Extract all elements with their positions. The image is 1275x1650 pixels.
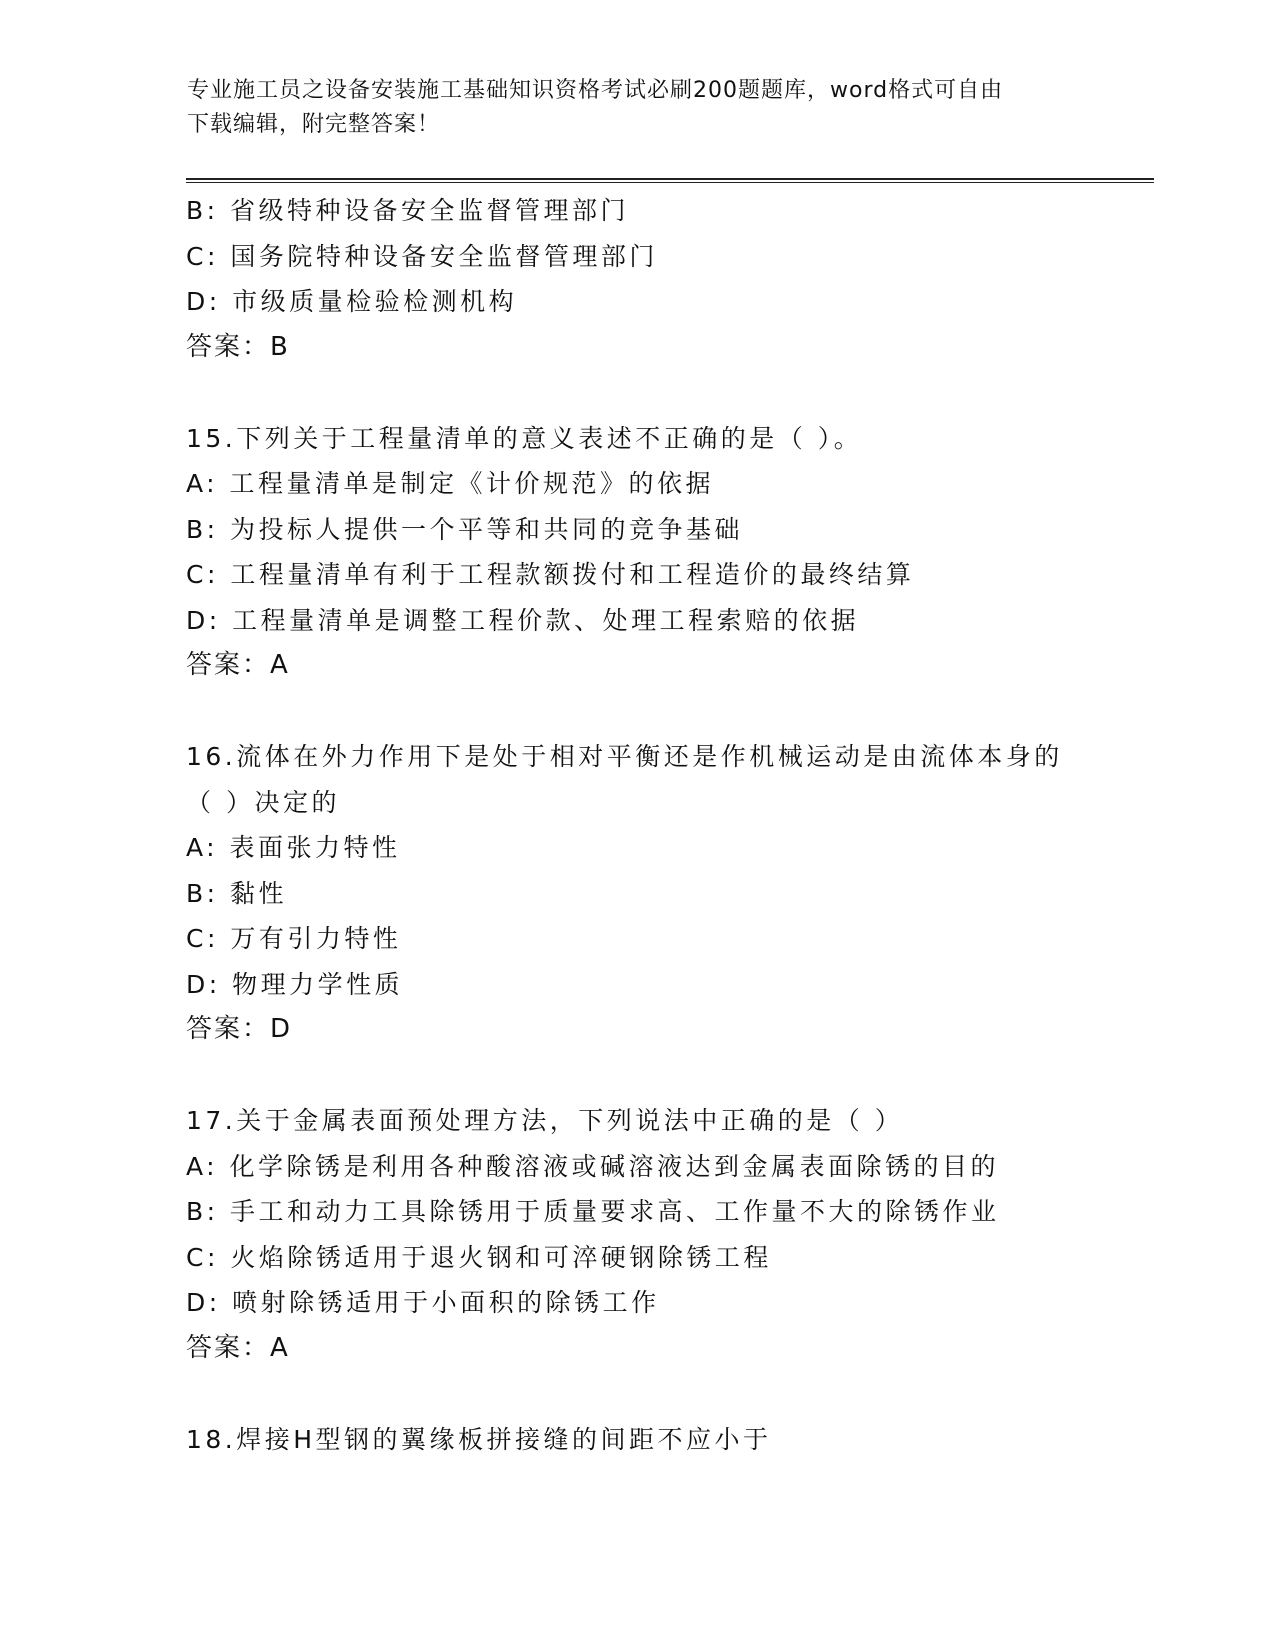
question-stem-continued: （ ）决定的 (186, 787, 340, 817)
question-18 (186, 1417, 1086, 1463)
option-d: D: 喷射除锈适用于小面积的除锈工作 (186, 1288, 660, 1317)
option-b: B: 黏性 (186, 878, 288, 908)
question-stem: 15.下列关于工程量清单的意义表述不正确的是（ ）。 (186, 423, 863, 453)
option-b: B: 省级特种设备安全监督管理部门 (186, 196, 630, 225)
spacer (186, 1371, 1086, 1417)
question-stem: 17.关于金属表面预处理方法，下列说法中正确的是（ ） (186, 1106, 904, 1135)
header-divider (186, 178, 1154, 183)
answer: 答案：A (186, 1332, 290, 1363)
option-a: A: 工程量清单是制定《计价规范》的依据 (186, 469, 715, 498)
answer: 答案：A (186, 650, 290, 680)
question-stem: 18.焊接H型钢的翼缘板拼接缝的间距不应小于 (186, 1424, 772, 1454)
spacer (186, 689, 1086, 735)
option-c: C: 国务院特种设备安全监督管理部门 (186, 241, 658, 271)
option-d: D: 物理力学性质 (186, 969, 404, 999)
option-c: C: 工程量清单有利于工程款额拨付和工程造价的最终结算 (186, 560, 915, 589)
question-list (186, 188, 1086, 1462)
header-line-2: 下载编辑，附完整答案！ (187, 112, 441, 137)
option-d: D: 市级质量检验检测机构 (186, 287, 518, 316)
option-c: C: 万有引力特性 (186, 924, 402, 953)
spacer (186, 1053, 1086, 1099)
spacer (186, 370, 1086, 416)
option-a: A: 表面张力特性 (186, 833, 401, 862)
answer: 答案：B (186, 331, 290, 362)
option-d: D: 工程量清单是调整工程价款、处理工程索赔的依据 (186, 605, 860, 635)
option-b: B: 为投标人提供一个平等和共同的竞争基础 (186, 514, 744, 544)
question-14 (186, 188, 1086, 370)
option-c: C: 火焰除锈适用于退火钢和可淬硬钢除锈工程 (186, 1242, 772, 1272)
option-b: B: 手工和动力工具除锈用于质量要求高、工作量不大的除锈作业 (186, 1197, 1000, 1226)
option-a: A: 化学除锈是利用各种酸溶液或碱溶液达到金属表面除锈的目的 (186, 1151, 1000, 1181)
question-16 (186, 734, 1086, 1053)
page-header (187, 74, 1067, 142)
question-stem: 16.流体在外力作用下是处于相对平衡还是作机械运动是由流体本身的 (186, 742, 1063, 771)
question-17 (186, 1098, 1086, 1371)
answer: 答案：D (186, 1014, 293, 1044)
header-line-1: 专业施工员之设备安装施工基础知识资格考试必刷200题题库，word格式可自由 (187, 78, 1004, 103)
question-15 (186, 416, 1086, 689)
